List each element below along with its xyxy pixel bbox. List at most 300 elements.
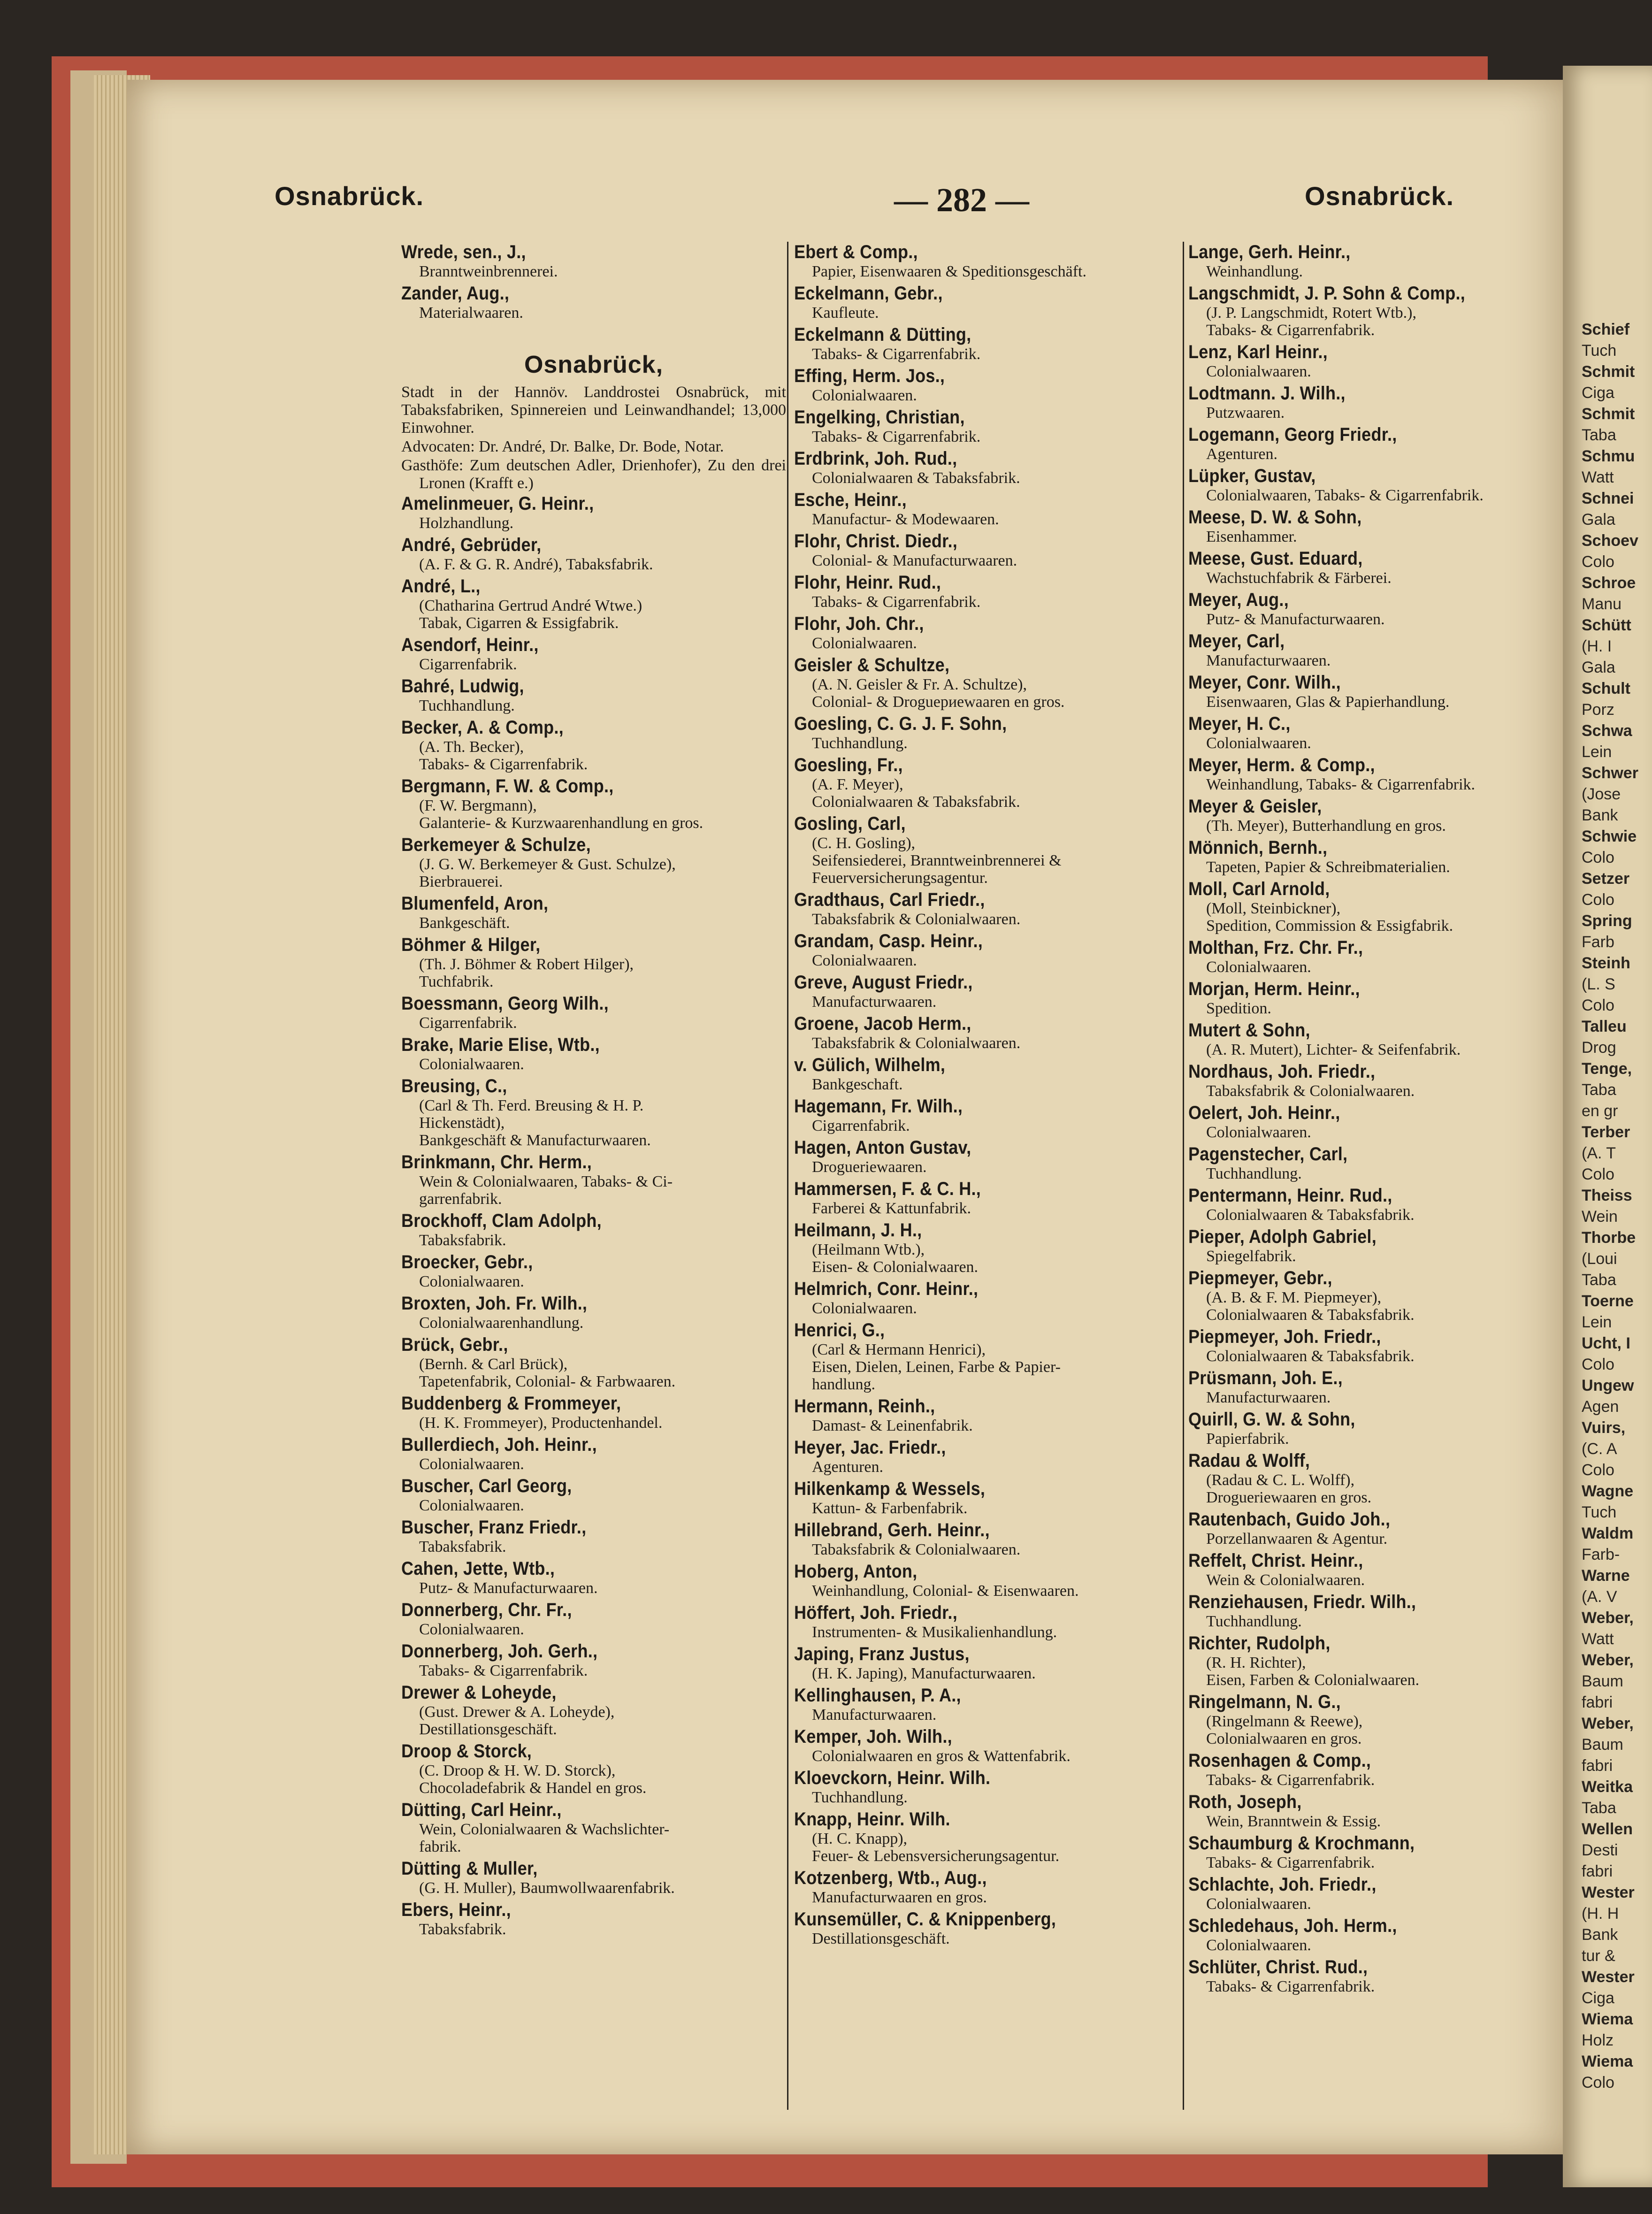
entry-name: Buscher, Carl Georg, xyxy=(401,1476,572,1496)
entry-name: Donnerberg, Chr. Fr., xyxy=(401,1600,572,1620)
running-header-left: Osnabrück. xyxy=(275,181,424,211)
entry-detail: (A. Th. Becker), xyxy=(419,738,524,756)
next-page-fragment-text: Colo xyxy=(1582,891,1614,909)
entry-name: Brück, Gebr., xyxy=(401,1334,508,1355)
directory-entry xyxy=(794,407,1185,445)
next-page-fragment-text: Watt xyxy=(1582,1630,1614,1648)
directory-entry xyxy=(1188,1326,1568,1365)
entry-name: Langschmidt, J. P. Sohn & Comp., xyxy=(1188,283,1466,304)
entry-name: Brinkmann, Chr. Herm., xyxy=(401,1152,592,1172)
entry-name: Meyer, Carl, xyxy=(1188,631,1285,651)
entry-detail: Tabaks- & Cigarrenfabrik. xyxy=(419,1662,588,1679)
directory-entry xyxy=(1188,1185,1568,1224)
directory-entry xyxy=(1188,507,1568,545)
directory-entry xyxy=(401,835,786,890)
entry-detail: Papierfabrik. xyxy=(1206,1430,1289,1448)
entry-name: Oelert, Joh. Heinr., xyxy=(1188,1103,1340,1123)
next-page-fragment-text: Schief xyxy=(1582,321,1630,338)
entry-detail: Instrumenten- & Musikalienhandlung. xyxy=(812,1624,1057,1641)
entry-detail: Wein & Colonialwaaren, Tabaks- & Ci- xyxy=(419,1173,673,1190)
entry-detail: Colonialwaaren, Tabaks- & Cigarrenfabrik. xyxy=(1206,487,1484,504)
entry-name: Bahré, Ludwig, xyxy=(401,676,524,697)
directory-entry xyxy=(1188,1692,1568,1747)
entry-detail: Putz- & Manufacturwaaren. xyxy=(419,1579,598,1597)
entry-detail: Colonialwaaren & Tabaksfabrik. xyxy=(1206,1206,1415,1224)
directory-entry xyxy=(794,490,1185,528)
directory-entry xyxy=(794,755,1185,811)
entry-name: Meese, Gust. Eduard, xyxy=(1188,548,1363,569)
entry-name: Lodtmann. J. Wilh., xyxy=(1188,383,1346,404)
directory-entry xyxy=(794,448,1185,487)
entry-name: Effing, Herm. Jos., xyxy=(794,366,945,386)
next-page-fragment-text: Agen xyxy=(1582,1398,1619,1416)
directory-entry xyxy=(794,242,1185,280)
directory-entry xyxy=(794,1685,1185,1724)
entry-name: Grandam, Casp. Heinr., xyxy=(794,931,983,951)
column-2 xyxy=(794,242,1185,1950)
next-page-fragment-text: Setzer xyxy=(1582,870,1630,888)
entry-name: Radau & Wolff, xyxy=(1188,1450,1310,1471)
entry-name: Dütting, Carl Heinr., xyxy=(401,1800,562,1820)
page-number: — 282 — xyxy=(894,181,1029,219)
running-header-right: Osnabrück. xyxy=(1305,181,1454,211)
next-page-fragment-text: Ucht, I xyxy=(1582,1334,1630,1352)
entry-detail: Chocoladefabrik & Handel en gros. xyxy=(419,1779,647,1797)
entry-name: Rosenhagen & Comp., xyxy=(1188,1750,1371,1771)
entry-detail: (R. H. Richter), xyxy=(1206,1654,1306,1671)
entry-name: Pentermann, Heinr. Rud., xyxy=(1188,1185,1392,1206)
entry-name: Lüpker, Gustav, xyxy=(1188,466,1316,486)
entry-name: Buscher, Franz Friedr., xyxy=(401,1517,587,1538)
entry-detail: (J. G. W. Berkemeyer & Gust. Schulze), xyxy=(419,856,676,873)
entry-name: Cahen, Jette, Wtb., xyxy=(401,1558,555,1579)
entry-name: Donnerberg, Joh. Gerh., xyxy=(401,1641,598,1662)
entry-detail: Tabaksfabrik & Colonialwaaren. xyxy=(812,1541,1021,1558)
entry-name: Höffert, Joh. Friedr., xyxy=(794,1602,957,1623)
entry-detail: Tabak, Cigarren & Essigfabrik. xyxy=(419,614,619,632)
entry-name: Bergmann, F. W. & Comp., xyxy=(401,776,614,797)
next-page-fragment-text: Gala xyxy=(1582,511,1615,529)
directory-entry xyxy=(1188,283,1568,339)
entry-detail: Weinhandlung. xyxy=(1206,263,1303,280)
next-page-fragment-text: Porz xyxy=(1582,701,1614,719)
next-page-fragment-text: Schwie xyxy=(1582,827,1637,845)
directory-entry xyxy=(1188,837,1568,876)
next-page-fragment-text: (Loui xyxy=(1582,1250,1617,1268)
directory-entry xyxy=(1188,548,1568,587)
entry-detail: (H. K. Japing), Manufacturwaaren. xyxy=(812,1665,1036,1682)
entry-detail: Colonialwaaren. xyxy=(1206,958,1311,976)
entry-detail: Colonialwaaren. xyxy=(812,1300,917,1317)
entry-name: Henrici, G., xyxy=(794,1320,885,1341)
entry-detail: Colonialwaaren & Tabaksfabrik. xyxy=(1206,1306,1415,1324)
directory-entry xyxy=(794,1602,1185,1641)
entry-detail: (C. Droop & H. W. D. Storck), xyxy=(419,1762,616,1779)
entry-detail: Destillationsgeschäft. xyxy=(812,1930,950,1947)
directory-entry xyxy=(401,717,786,773)
entry-name: Hermann, Reinh., xyxy=(794,1396,935,1417)
next-page-fragment-text: Baum xyxy=(1582,1672,1623,1690)
next-page-fragment-text: Ciga xyxy=(1582,384,1614,402)
entry-name: Kunsemüller, C. & Knippenberg, xyxy=(794,1909,1056,1930)
entry-detail: Tabaksfabrik. xyxy=(419,1232,506,1249)
next-page-fragment-text: tur & xyxy=(1582,1947,1615,1965)
directory-entry xyxy=(794,1479,1185,1517)
next-page-fragment-text: Schult xyxy=(1582,680,1630,697)
next-page-fragment-text: Schmit xyxy=(1582,363,1635,381)
entry-name: Pieper, Adolph Gabriel, xyxy=(1188,1226,1377,1247)
entry-detail: (Th. J. Böhmer & Robert Hilger), xyxy=(419,956,634,973)
entry-detail: Bierbrauerei. xyxy=(419,873,503,890)
directory-entry xyxy=(794,713,1185,752)
directory-entry xyxy=(401,776,786,832)
next-page-fragment-text: Spring xyxy=(1582,912,1632,930)
entry-detail: Bankgeschaft. xyxy=(812,1076,903,1093)
directory-entry xyxy=(794,1437,1185,1476)
directory-entry xyxy=(1188,672,1568,711)
entry-detail: Weinhandlung, Tabaks- & Cigarrenfabrik. xyxy=(1206,776,1476,793)
entry-detail: Destillationsgeschäft. xyxy=(419,1721,557,1738)
entry-detail: Colonialwaaren. xyxy=(1206,735,1311,752)
entry-detail: Colonialwaaren. xyxy=(419,1497,524,1514)
entry-detail: Eisen- & Colonialwaaren. xyxy=(812,1258,979,1276)
entry-name: Nordhaus, Joh. Friedr., xyxy=(1188,1061,1376,1082)
entry-detail: Tapeten, Papier & Schreibmaterialien. xyxy=(1206,858,1450,876)
entry-name: Drewer & Loheyde, xyxy=(401,1682,557,1703)
gasthoefe-line: Gasthöfe: Zum deutschen Adler, Drienhofer), Zu den drei Lronen (Krafft e.) xyxy=(401,457,786,492)
entry-detail: Cigarrenfabrik. xyxy=(419,1014,517,1032)
entry-detail: Spedition. xyxy=(1206,1000,1271,1017)
directory-entry xyxy=(401,1517,786,1555)
directory-entry xyxy=(1188,755,1568,793)
entry-detail: Spedition, Commission & Essigfabrik. xyxy=(1206,917,1453,935)
next-page-fragment-text: Terber xyxy=(1582,1123,1630,1141)
entry-detail: Colonial- & Droguериewaaren en gros. xyxy=(812,693,1065,711)
directory-entry xyxy=(1188,631,1568,669)
entry-detail: Tabaks- & Cigarrenfabrik. xyxy=(1206,322,1375,339)
directory-entry xyxy=(401,493,786,532)
entry-name: Eckelmann & Dütting, xyxy=(794,324,971,345)
entry-detail: Wein & Colonialwaaren. xyxy=(1206,1571,1365,1589)
entry-detail: (J. P. Langschmidt, Rotert Wtb.), xyxy=(1206,304,1416,322)
next-page-fragment-text: Talleu xyxy=(1582,1018,1627,1035)
entry-detail: (Radau & C. L. Wolff), xyxy=(1206,1471,1355,1489)
entry-detail: Cigarrenfabrik. xyxy=(419,656,517,673)
entry-name: Heilmann, J. H., xyxy=(794,1220,922,1241)
entry-detail: (A. F. & G. R. André), Tabaksfabrik. xyxy=(419,556,653,573)
entry-name: Erdbrink, Joh. Rud., xyxy=(794,448,957,469)
entry-name: Hammersen, F. & C. H., xyxy=(794,1179,981,1199)
directory-entry xyxy=(794,1809,1185,1865)
next-page-fragment-text: Tuch xyxy=(1582,342,1617,360)
entry-name: Flohr, Christ. Diedr., xyxy=(794,531,958,552)
entry-name: Schledehaus, Joh. Herm., xyxy=(1188,1915,1397,1936)
entry-detail: fabrik. xyxy=(419,1838,461,1855)
entry-detail: Porzellanwaaren & Agentur. xyxy=(1206,1530,1388,1548)
entry-detail: Manufacturwaaren. xyxy=(812,1706,937,1724)
entry-detail: handlung. xyxy=(812,1376,876,1393)
entry-detail: Cigarrenfabrik. xyxy=(812,1117,910,1134)
next-page-fragment-text: Thorbe xyxy=(1582,1229,1636,1247)
entry-name: Broxten, Joh. Fr. Wilh., xyxy=(401,1293,588,1314)
column-1 xyxy=(401,242,786,1941)
directory-entry xyxy=(1188,590,1568,628)
entry-name: Becker, A. & Comp., xyxy=(401,717,564,738)
entry-name: Eckelmann, Gebr., xyxy=(794,283,943,304)
entry-detail: Tabaks- & Cigarrenfabrik. xyxy=(812,593,981,611)
entry-detail: Tabaksfabrik. xyxy=(419,1538,506,1555)
entry-name: Droop & Storck, xyxy=(401,1741,532,1762)
entry-detail: Eisen, Dielen, Leinen, Farbe & Papier- xyxy=(812,1358,1061,1376)
directory-entry xyxy=(794,972,1185,1011)
next-page-fragment-text: Weber, xyxy=(1582,1715,1634,1732)
directory-entry xyxy=(1188,1509,1568,1548)
entry-detail: (Heilmann Wtb.), xyxy=(812,1241,925,1258)
entry-name: Breusing, C., xyxy=(401,1076,507,1096)
directory-entry xyxy=(1188,1368,1568,1406)
entry-detail: Colonialwaaren. xyxy=(1206,1937,1311,1954)
directory-entry xyxy=(401,1800,786,1855)
next-page-fragment-text: Bank xyxy=(1582,1926,1618,1944)
next-page-fragment-text: fabri xyxy=(1582,1757,1613,1775)
entry-name: Bullerdiech, Joh. Heinr., xyxy=(401,1434,597,1455)
directory-entry xyxy=(1188,1874,1568,1913)
directory-entry xyxy=(401,1434,786,1473)
entry-detail: Tuchhandlung. xyxy=(812,1789,908,1806)
entry-name: Mönnich, Bernh., xyxy=(1188,837,1328,858)
entry-detail: Colonialwaaren. xyxy=(419,1273,524,1290)
next-page-fragment-text: Wiema xyxy=(1582,2053,1633,2070)
next-page-fragment-text: (L. S xyxy=(1582,975,1615,993)
entry-name: Hoberg, Anton, xyxy=(794,1561,918,1582)
directory-entry xyxy=(794,1055,1185,1093)
directory-entry xyxy=(401,242,786,280)
entry-detail: Colonialwaaren. xyxy=(812,952,917,969)
entry-name: Hagemann, Fr. Wilh., xyxy=(794,1096,963,1117)
next-page-fragment-text: Schwa xyxy=(1582,722,1632,740)
entry-name: Gradthaus, Carl Friedr., xyxy=(794,889,985,910)
directory-entry xyxy=(401,676,786,714)
entry-detail: Tabaksfabrik & Colonialwaaren. xyxy=(812,1034,1021,1052)
entry-detail: Putzwaaren. xyxy=(1206,404,1285,421)
entry-name: Groene, Jacob Herm., xyxy=(794,1013,971,1034)
entry-detail: Bankgeschäft. xyxy=(419,914,510,932)
directory-entry xyxy=(794,531,1185,569)
directory-entry xyxy=(1188,713,1568,752)
directory-entry xyxy=(1188,1915,1568,1954)
entry-name: Lange, Gerh. Heinr., xyxy=(1188,242,1351,262)
directory-entry xyxy=(1188,1144,1568,1182)
directory-entry xyxy=(1188,1268,1568,1324)
next-page-fragment-text: (Jose xyxy=(1582,785,1621,803)
directory-entry xyxy=(794,1561,1185,1600)
directory-entry xyxy=(1188,1061,1568,1100)
next-page-fragment-text: fabri xyxy=(1582,1862,1613,1880)
next-page-fragment-text: Weber, xyxy=(1582,1609,1634,1627)
directory-entry xyxy=(1188,879,1568,935)
directory-entry xyxy=(1188,1750,1568,1789)
entry-detail: Weinhandlung, Colonial- & Eisenwaaren. xyxy=(812,1582,1079,1600)
entry-name: Lenz, Karl Heinr., xyxy=(1188,342,1328,362)
next-page-fragment-text: Wester xyxy=(1582,1968,1635,1986)
entry-name: Berkemeyer & Schulze, xyxy=(401,835,591,855)
directory-entry xyxy=(794,1520,1185,1558)
entry-name: Zander, Aug., xyxy=(401,283,510,304)
directory-entry xyxy=(401,993,786,1032)
entry-name: Schlachte, Joh. Friedr., xyxy=(1188,1874,1377,1895)
entry-detail: Tabaksfabrik. xyxy=(419,1921,506,1938)
directory-entry xyxy=(1188,1020,1568,1058)
city-heading: Osnabrück, xyxy=(524,351,664,378)
entry-detail: Branntweinbrennerei. xyxy=(419,263,558,280)
entry-detail: Droguеriewaaren. xyxy=(812,1158,927,1176)
entry-name: Goesling, C. G. J. F. Sohn, xyxy=(794,713,1007,734)
entry-detail: Colonialwaarenhandlung. xyxy=(419,1314,584,1332)
entry-detail: Tapetenfabrik, Colonial- & Farbwaaren. xyxy=(419,1373,676,1390)
next-page-fragment-text: Farb- xyxy=(1582,1546,1620,1563)
directory-entry xyxy=(1188,466,1568,504)
directory-entry xyxy=(401,893,786,932)
entry-name: Greve, August Friedr., xyxy=(794,972,973,993)
entry-detail: Tabaks- & Cigarrenfabrik. xyxy=(1206,1978,1375,1995)
directory-entry xyxy=(794,613,1185,652)
next-page-fragment-text: Gala xyxy=(1582,659,1615,676)
entry-name: Kotzenberg, Wtb., Aug., xyxy=(794,1868,987,1888)
entry-name: Flohr, Joh. Chr., xyxy=(794,613,924,634)
entry-detail: Manufacturwaaren. xyxy=(812,993,937,1011)
directory-entry xyxy=(794,1396,1185,1434)
directory-entry xyxy=(794,931,1185,969)
entry-detail: Colonialwaaren. xyxy=(419,1621,524,1638)
directory-entry xyxy=(1188,424,1568,463)
next-page-fragment-text: Drog xyxy=(1582,1039,1616,1057)
next-page-fragment-text: en gr xyxy=(1582,1102,1618,1120)
directory-entry xyxy=(794,572,1185,611)
directory-entry xyxy=(1188,1633,1568,1689)
directory-entry xyxy=(794,283,1185,322)
entry-detail: Tuchhandlung. xyxy=(812,735,908,752)
directory-entry xyxy=(794,1644,1185,1682)
entry-detail: (A. N. Geisler & Fr. A. Schultze), xyxy=(812,676,1027,693)
next-page-fragment-text: Warne xyxy=(1582,1567,1630,1585)
directory-entry xyxy=(401,1641,786,1679)
entry-detail: Colonial- & Manufacturwaaren. xyxy=(812,552,1017,569)
next-page-fragment-text: Wein xyxy=(1582,1208,1618,1226)
next-page-fragment-text: Toerne xyxy=(1582,1292,1634,1310)
next-page-fragment-text: Manu xyxy=(1582,595,1622,613)
entry-detail: (C. H. Gosling), xyxy=(812,835,916,852)
entry-detail: Wachstuchfabrik & Färberei. xyxy=(1206,569,1392,587)
entry-name: Brockhoff, Clam Adolph, xyxy=(401,1210,602,1231)
directory-entry xyxy=(1188,796,1568,835)
next-page-fragment-text: Schütt xyxy=(1582,616,1631,634)
next-page-fragment-text: Lein xyxy=(1582,1313,1612,1331)
entry-detail: Tabaks- & Cigarrenfabrik. xyxy=(1206,1771,1375,1789)
entry-detail: Agenturen. xyxy=(812,1458,884,1476)
directory-entry xyxy=(401,1858,786,1897)
directory-entry xyxy=(401,1293,786,1332)
entry-detail: Bankgeschäft & Manufacturwaaren. xyxy=(419,1132,651,1149)
directory-entry xyxy=(401,535,786,573)
directory-entry xyxy=(1188,1450,1568,1506)
next-page-fragment-text: Schwer xyxy=(1582,764,1638,782)
entry-name: Helmrich, Conr. Heinr., xyxy=(794,1279,979,1299)
next-page-fragment-text: (A. V xyxy=(1582,1588,1617,1606)
directory-entry xyxy=(401,1152,786,1208)
entry-name: Prüsmann, Joh. E., xyxy=(1188,1368,1343,1388)
directory-entry xyxy=(794,1320,1185,1393)
entry-name: André, L., xyxy=(401,576,481,597)
entry-detail: (Gust. Drewer & A. Loheyde), xyxy=(419,1703,615,1721)
entry-detail: (Th. Meyer), Butterhandlung en gros. xyxy=(1206,817,1446,835)
entry-name: Böhmer & Hilger, xyxy=(401,935,541,955)
entry-detail: Manufactur- & Modewaaren. xyxy=(812,511,999,528)
next-page-fragment-text: Colo xyxy=(1582,996,1614,1014)
entry-name: Ebers, Heinr., xyxy=(401,1900,511,1920)
next-page-fragment-text: Wellen xyxy=(1582,1820,1633,1838)
entry-detail: Galanterie- & Kurzwaarenhandlung en gros. xyxy=(419,814,704,832)
next-page-fragment-text: Colo xyxy=(1582,1356,1614,1373)
entry-name: Quirll, G. W. & Sohn, xyxy=(1188,1409,1355,1430)
entry-detail: (Carl & Hermann Henrici), xyxy=(812,1341,986,1358)
entry-detail: Tuchhandlung. xyxy=(1206,1165,1302,1182)
entry-detail: Tabaks- & Cigarrenfabrik. xyxy=(812,428,981,445)
next-page-fragment-text: Taba xyxy=(1582,1081,1616,1099)
entry-detail: Kattun- & Farbenfabrik. xyxy=(812,1500,968,1517)
entry-detail: Materialwaaren. xyxy=(419,304,523,322)
next-page-fragment-text: Weber, xyxy=(1582,1651,1634,1669)
next-page-fragment-text: Schmit xyxy=(1582,405,1635,423)
next-page-fragment-text: Taba xyxy=(1582,426,1616,444)
next-page-fragment-text: Colo xyxy=(1582,1461,1614,1479)
entry-name: Japing, Franz Justus, xyxy=(794,1644,970,1664)
directory-entry xyxy=(794,1868,1185,1906)
entry-name: Wrede, sen., J., xyxy=(401,242,526,262)
directory-entry xyxy=(1188,1957,1568,1995)
entry-detail: Putz- & Manufacturwaaren. xyxy=(1206,611,1385,628)
entry-name: Heyer, Jac. Friedr., xyxy=(794,1437,946,1458)
entry-detail: Colonialwaaren. xyxy=(419,1456,524,1473)
entry-detail: Kaufleute. xyxy=(812,304,879,322)
next-page-fragment-text: (H. I xyxy=(1582,637,1612,655)
next-page-fragment-text: Schoev xyxy=(1582,532,1638,550)
entry-detail: Tabaks- & Cigarrenfabrik. xyxy=(419,756,588,773)
directory-entry xyxy=(401,576,786,632)
next-page-fragment-text: Ungew xyxy=(1582,1377,1634,1394)
entry-detail: Colonialwaaren. xyxy=(1206,1124,1311,1141)
directory-entry xyxy=(1188,1103,1568,1141)
next-page-fragment-text: Taba xyxy=(1582,1271,1616,1289)
entry-detail: (Chatharina Gertrud André Wtwe.) xyxy=(419,597,642,614)
entry-detail: Eisen, Farben & Colonialwaaren. xyxy=(1206,1671,1420,1689)
next-page-fragment-text: Tuch xyxy=(1582,1503,1617,1521)
entry-detail: Colonialwaaren en gros. xyxy=(1206,1730,1362,1747)
entry-detail: Tuchhandlung. xyxy=(419,697,515,714)
directory-entry xyxy=(794,655,1185,711)
entry-name: Hilkenkamp & Wessels, xyxy=(794,1479,986,1499)
directory-entry xyxy=(1188,1550,1568,1589)
directory-entry xyxy=(401,1252,786,1290)
entry-detail: Eisenhammer. xyxy=(1206,528,1297,545)
directory-entry xyxy=(794,813,1185,887)
entry-detail: Tabaks- & Cigarrenfabrik. xyxy=(1206,1854,1375,1871)
next-page-fragment-text: Schmu xyxy=(1582,447,1635,465)
next-page-fragment-text: (H. H xyxy=(1582,1905,1619,1923)
directory-entry xyxy=(794,1137,1185,1176)
directory-entry xyxy=(794,1279,1185,1317)
entry-name: Schlüter, Christ. Rud., xyxy=(1188,1957,1368,1977)
entry-name: Kemper, Joh. Wilh., xyxy=(794,1726,952,1747)
